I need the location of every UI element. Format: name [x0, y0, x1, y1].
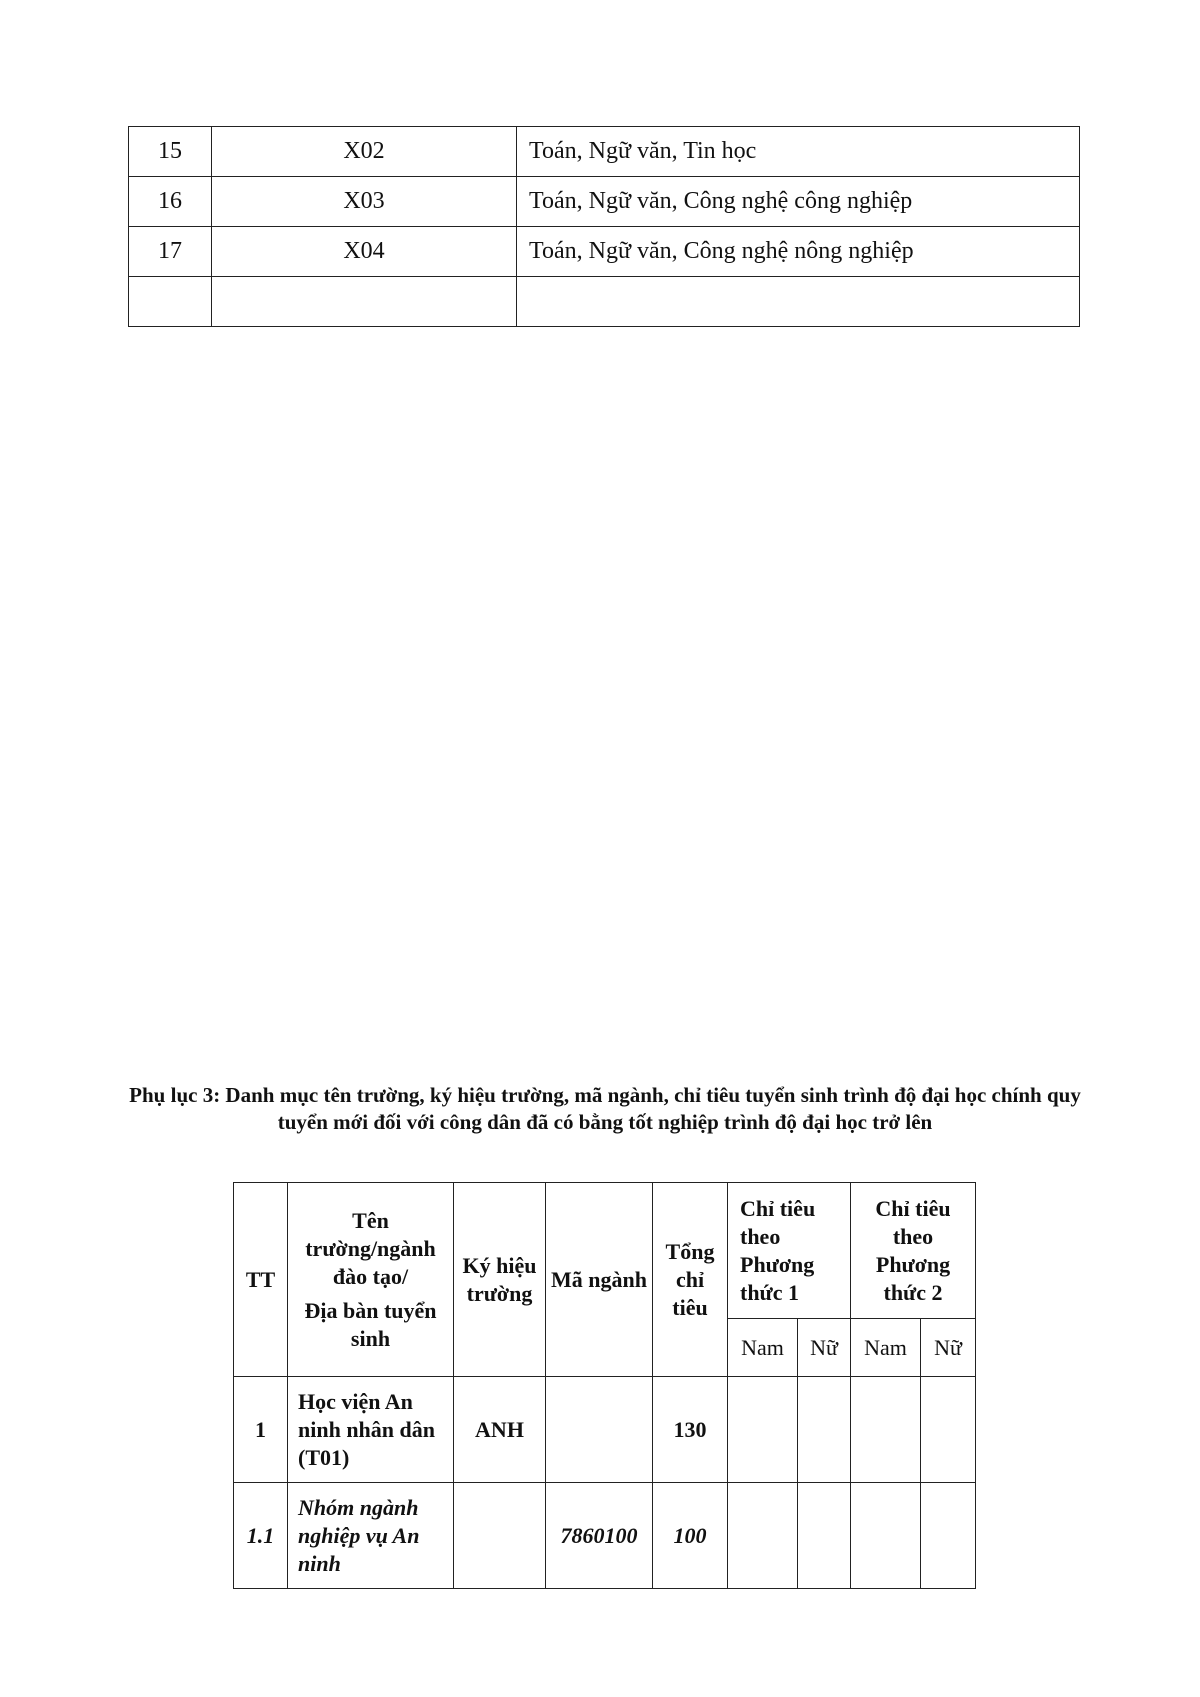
row-school-code — [454, 1483, 546, 1589]
row-major-code: 7860100 — [546, 1483, 653, 1589]
header-tt: TT — [234, 1183, 288, 1377]
row-m1-female — [798, 1377, 851, 1483]
header-method-1: Chỉ tiêu theo Phương thức 1 — [728, 1183, 851, 1319]
header-row — [234, 1183, 976, 1319]
row-m2-female — [921, 1483, 976, 1589]
row-m2-male — [851, 1483, 921, 1589]
table-row — [129, 177, 1080, 227]
header-school-code: Ký hiệu trường — [454, 1183, 546, 1377]
header-m2-male: Nam — [851, 1319, 921, 1377]
row-tt: 1.1 — [234, 1483, 288, 1589]
table-row — [129, 277, 1080, 327]
row-m1-female — [798, 1483, 851, 1589]
combination-table — [128, 126, 1080, 327]
appendix-heading-line1: Phụ lục 3: Danh mục tên trường, ký hiệu trường, mã ngành, chỉ tiêu tuyển sinh trình độ đại học chính quy — [129, 1083, 1081, 1107]
row-school-code: ANH — [454, 1377, 546, 1483]
header-name-b: Địa bàn tuyển sinh — [304, 1297, 437, 1351]
row-name: Nhóm ngành nghiệp vụ An ninh — [288, 1483, 454, 1589]
row-m1-male — [728, 1377, 798, 1483]
header-method-2: Chỉ tiêu theo Phương thức 2 — [851, 1183, 976, 1319]
header-total: Tổng chỉ tiêu — [653, 1183, 728, 1377]
row-m1-male — [728, 1483, 798, 1589]
appendix-heading-line2: tuyển mới đối với công dân đã có bằng tốt nghiệp trình độ đại học trở lên — [277, 1110, 933, 1134]
header-m1-female: Nữ — [798, 1319, 851, 1377]
row-total: 130 — [653, 1377, 728, 1483]
row-number: 15 — [129, 127, 212, 177]
row-total: 100 — [653, 1483, 728, 1589]
quota-table — [233, 1182, 976, 1589]
row-m2-female — [921, 1377, 976, 1483]
row-number: 17 — [129, 227, 212, 277]
combination-subjects: Toán, Ngữ văn, Tin học — [517, 127, 1080, 177]
row-number — [129, 277, 212, 327]
combination-subjects: Toán, Ngữ văn, Công nghệ nông nghiệp — [517, 227, 1080, 277]
table-row — [234, 1377, 976, 1483]
header-m2-female: Nữ — [921, 1319, 976, 1377]
table-row — [234, 1483, 976, 1589]
combination-code — [212, 277, 517, 327]
table-row — [129, 127, 1080, 177]
appendix-heading — [80, 1082, 1130, 1136]
combination-subjects: Toán, Ngữ văn, Công nghệ công nghiệp — [517, 177, 1080, 227]
row-m2-male — [851, 1377, 921, 1483]
row-name: Học viện An ninh nhân dân (T01) — [288, 1377, 454, 1483]
combination-code: X04 — [212, 227, 517, 277]
header-name-a: Tên trường/ngành đào tạo/ — [305, 1207, 436, 1289]
combination-code: X03 — [212, 177, 517, 227]
header-major-code: Mã ngành — [546, 1183, 653, 1377]
row-major-code — [546, 1377, 653, 1483]
header-name — [288, 1183, 454, 1377]
table-row — [129, 227, 1080, 277]
row-tt: 1 — [234, 1377, 288, 1483]
row-number: 16 — [129, 177, 212, 227]
combination-code: X02 — [212, 127, 517, 177]
combination-subjects — [517, 277, 1080, 327]
header-m1-male: Nam — [728, 1319, 798, 1377]
